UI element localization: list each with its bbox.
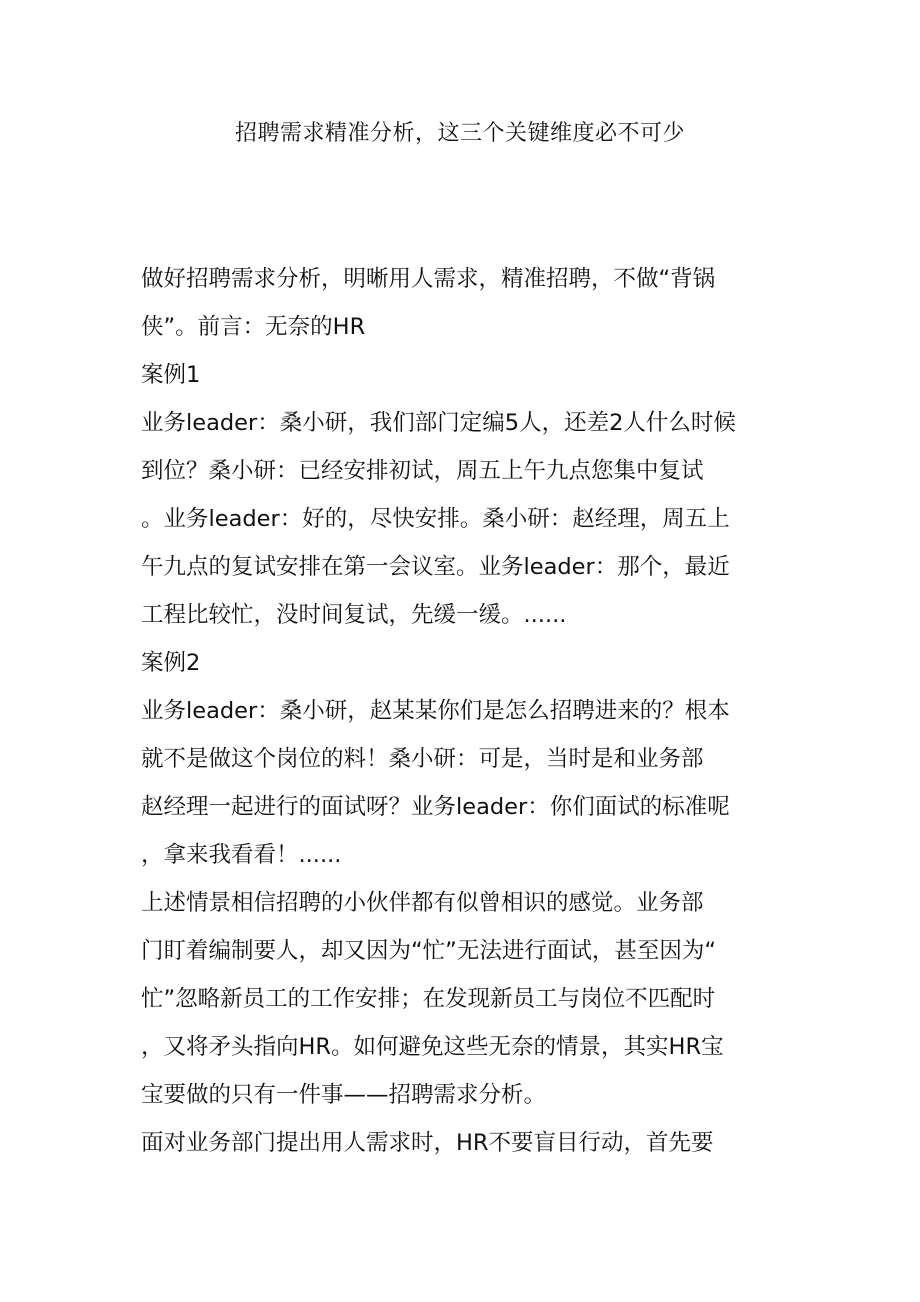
case-heading: 案例2 [141,650,201,676]
text-line: 侠”。前言：无奈的HR [141,314,366,340]
text-line: 宝要做的只有一件事——招聘需求分析。 [141,1082,547,1108]
text-line: 午九点的复试安排在第一会议室。业务leader：那个，最近 [141,554,730,580]
text-line: 就不是做这个岗位的料！桑小研：可是，当时是和业务部 [141,746,704,772]
text-line: 赵经理一起进行的面试呀？业务leader：你们面试的标准呢 [141,794,730,820]
text-line: 业务leader：桑小研，赵某某你们是怎么招聘进来的？根本 [141,698,730,724]
case-heading: 案例1 [141,362,201,388]
text-line: 上述情景相信招聘的小伙伴都有似曾相识的感觉。业务部 [141,890,704,916]
text-line: 业务leader：桑小研，我们部门定编5人，还差2人什么时候 [141,410,736,436]
text-line: 面对业务部门提出用人需求时，HR不要盲目行动，首先要 [141,1130,714,1156]
text-line: 工程比较忙，没时间复试，先缓一缓。...... [141,602,567,628]
text-line: 。业务leader：好的，尽快安排。桑小研：赵经理，周五上 [141,506,730,532]
text-line: 忙”忽略新员工的工作安排；在发现新员工与岗位不匹配时 [141,986,716,1012]
text-line: 到位？桑小研：已经安排初试，周五上午九点您集中复试 [141,458,704,484]
text-line: ，拿来我看看！...... [141,842,342,868]
document-title: 招聘需求精准分析，这三个关键维度必不可少 [234,121,685,146]
text-line: ，又将矛头指向HR。如何避免这些无奈的情景，其实HR宝 [141,1034,724,1060]
text-line: 做好招聘需求分析，明晰用人需求，精准招聘，不做“背锅 [141,266,716,292]
text-line: 门盯着编制要人，却又因为“忙”无法进行面试，甚至因为“ [141,938,716,964]
